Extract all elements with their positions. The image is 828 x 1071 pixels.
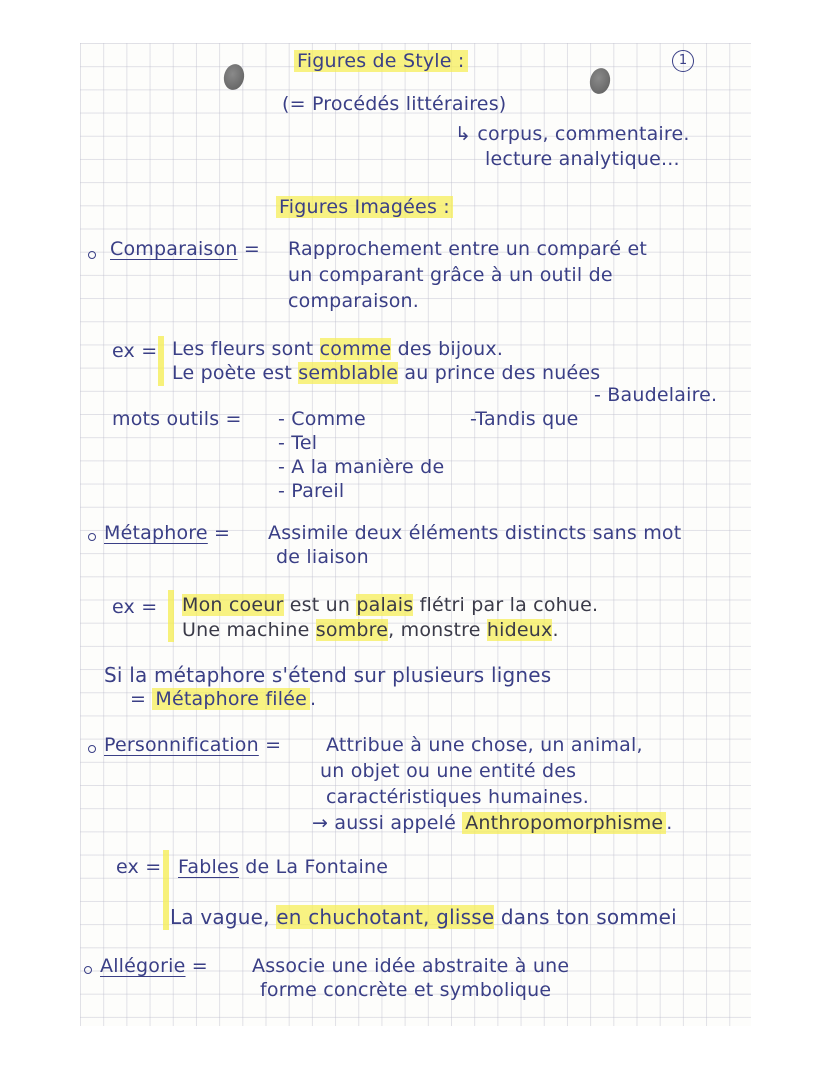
def-personnification-2: un objet ou une entité des: [320, 760, 577, 782]
subtitle-note-1: ↳ corpus, commentaire.: [455, 123, 690, 145]
bullet-personnification: [88, 745, 96, 753]
highlighted-word: en chuchotant, glisse: [276, 905, 495, 929]
page-title: [294, 52, 468, 71]
text: .: [310, 688, 317, 710]
bullet-comparaison: [88, 251, 96, 259]
example-personnification-1: [178, 858, 388, 877]
page-title-text: Figures de Style :: [294, 50, 468, 72]
text: La vague,: [170, 905, 277, 929]
def-comparaison-2: un comparant grâce à un outil de: [288, 264, 613, 286]
equals-sign: =: [214, 522, 231, 544]
def-metaphore-1: Assimile deux éléments distincts sans mot: [268, 522, 682, 544]
subtitle: (= Procédés littéraires): [282, 93, 507, 115]
text: au prince des nuées: [398, 362, 601, 384]
text: → aussi appelé: [312, 812, 463, 834]
highlighted-word: Anthropomorphisme: [462, 812, 666, 834]
text: des bijoux.: [391, 338, 504, 360]
highlight-bar: [163, 850, 169, 930]
highlight-bar: [158, 336, 164, 386]
ex-label-personnification: ex =: [116, 856, 162, 878]
tool-item: - A la manière de: [278, 456, 445, 478]
text: flétri par la cohue.: [413, 594, 599, 616]
term-comparaison: [110, 240, 260, 259]
text: Les fleurs sont: [172, 338, 320, 360]
highlighted-word: semblable: [298, 362, 399, 384]
highlighted-word: Mon coeur: [182, 594, 284, 616]
example-comparaison-1: [172, 340, 503, 359]
example-comparaison-2: [172, 364, 600, 383]
equals-sign: =: [265, 734, 282, 756]
bullet-allegorie: [84, 966, 92, 974]
def-comparaison-3: comparaison.: [288, 290, 420, 312]
highlighted-word: Métaphore filée: [152, 688, 310, 710]
tool-item: - Pareil: [278, 480, 345, 502]
equals-sign: =: [191, 955, 208, 977]
highlighted-word: sombre: [315, 619, 389, 641]
term-personnification: [104, 736, 281, 755]
highlighted-word: palais: [356, 594, 414, 616]
equals-sign: =: [243, 238, 260, 260]
highlighted-word: comme: [319, 338, 392, 360]
example-personnification-2: [170, 907, 677, 927]
ex-label-comparaison: ex =: [112, 340, 158, 362]
example-metaphore-2: [182, 621, 559, 640]
underlined-word: Fables: [178, 856, 239, 878]
page-number: 1: [672, 50, 694, 72]
text: est un: [283, 594, 357, 616]
section-title: [276, 198, 453, 217]
bullet-metaphore: [88, 533, 96, 541]
def-metaphore-2: de liaison: [276, 546, 369, 568]
term-personnification-label: Personnification: [104, 734, 259, 756]
term-allegorie: [100, 957, 208, 976]
subtitle-note-2: lecture analytique...: [485, 148, 680, 170]
def-allegorie-2: forme concrète et symbolique: [260, 979, 552, 1001]
def-comparaison-1: Rapprochement entre un comparé et: [288, 238, 648, 260]
def-personnification-4: [312, 814, 673, 833]
text: =: [130, 688, 153, 710]
section-title-text: Figures Imagées :: [276, 196, 453, 218]
term-allegorie-label: Allégorie: [100, 955, 186, 977]
def-allegorie-1: Associe une idée abstraite à une: [252, 955, 570, 977]
term-metaphore: [104, 524, 230, 543]
example-author: - Baudelaire.: [594, 384, 718, 406]
text: dans ton sommei: [494, 905, 677, 929]
text: .: [666, 812, 673, 834]
text: , monstre: [388, 619, 487, 641]
filee-note-2: [130, 690, 316, 709]
term-metaphore-label: Métaphore: [104, 522, 208, 544]
text: Le poète est: [172, 362, 299, 384]
text: .: [552, 619, 559, 641]
text: de La Fontaine: [238, 856, 389, 878]
text: Une machine: [182, 619, 316, 641]
example-metaphore-1: [182, 596, 598, 615]
term-comparaison-label: Comparaison: [110, 238, 238, 260]
tool-item: - Tel: [278, 432, 318, 454]
tools-label: mots outils =: [112, 408, 242, 430]
ex-label-metaphore: ex =: [112, 596, 158, 618]
def-personnification-1: Attribue à une chose, un animal,: [326, 734, 643, 756]
filee-note-1: Si la métaphore s'étend sur plusieurs lignes: [104, 663, 552, 687]
tool-item: - Comme: [278, 408, 366, 430]
highlighted-word: hideux: [486, 619, 553, 641]
highlight-bar: [168, 590, 174, 642]
def-personnification-3: caractéristiques humaines.: [326, 786, 589, 808]
tool-item: -Tandis que: [470, 408, 579, 430]
